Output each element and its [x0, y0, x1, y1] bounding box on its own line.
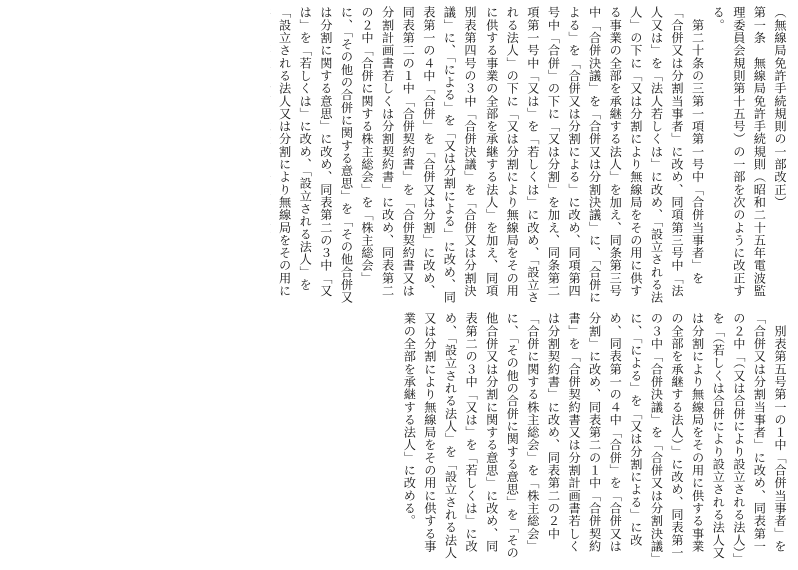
article-heading: （無線局免許手続規則の一部改正） — [773, 6, 787, 209]
paragraph-20-3: 第二十条の三第一項第一号中「合併当事者」を「合併又は分割当事者」に改め、同項第三号中「法人又は」を「法人若しくは」に改め、「設立される法人」の下に「又は分割により無線局をその用に供する事業の全部を承継する法人」を加え、同条第三号中「合併決議」を「合併又は分割決議」に、「合併による」を「合併又は分割による」に改め、同項第四号中「合併」の下に「又は分割」を加え、同条第二項第一号中「又は」を「若しくは」に改め、「設立される法人」の下に「又は分割により無線局をその用に供する事業の全部を承継する法人」を加え、同項 — [484, 6, 705, 304]
article-1-lower-block — [282, 312, 790, 564]
article-label: 第一条 — [752, 6, 767, 44]
column-gap — [270, 306, 790, 310]
article-1-upper-block — [484, 6, 790, 306]
article-1-middle-block — [270, 6, 480, 306]
paragraph-table-4-continued: 別表第四号の３中「合併決議」を「合併又は分割決議」に、「による」を「又は分割による」に改め、同表第一の４中「合併」を「合併又は分割」に改め、同表第二の１中「合併契約書」を「合併契約書又は分割計画書若しくは分割契約書」に改め、同表第二の２中「合併に関する株主総会」を「株主総会」に、「その他の合併に関する意思」を「その他合併又は分割に関する意思」に改め、同表第二の３中「又は」を「若しくは」に改め、「設立される法人」を「設立される法人又は分割により無線局をその用に — [277, 6, 477, 304]
paragraph-table-5: 別表第五号第一の１中「合併当事者」を「合併又は分割当事者」に改め、同表第一の２中「（又は合併により設立される法人）」を「（若しくは合併により設立される法人又は分割により無線局をその用に供する事業の全部を承継する法人）」に改め、同表第一の３中「合併決議」を「合併又は分割決議」に、「による」を「又は分割による」に改め、同表第一の４中「合併」を「合併又は分割」に改め、同表第二の１中「合併契約書」を「合併契約書又は分割計画書若しくは分割契約書」に改め、同表第二の２中「合併に関する株主総会」を「株主総会」に、「その他の合併に関する意思」を「その他合併又は分割に関する意思」に改め、同表第二の３中「又は」を「若しくは」に改め、「設立される法人」を「設立される法人又は分割により無線局をその用に供する事業の全部を承継する法人」に改める。 — [402, 312, 787, 560]
article-intro: 無線局免許手続規則（昭和二十五年電波監理委員会規則第十五号）の一部を次のように改正する。 — [711, 6, 767, 297]
